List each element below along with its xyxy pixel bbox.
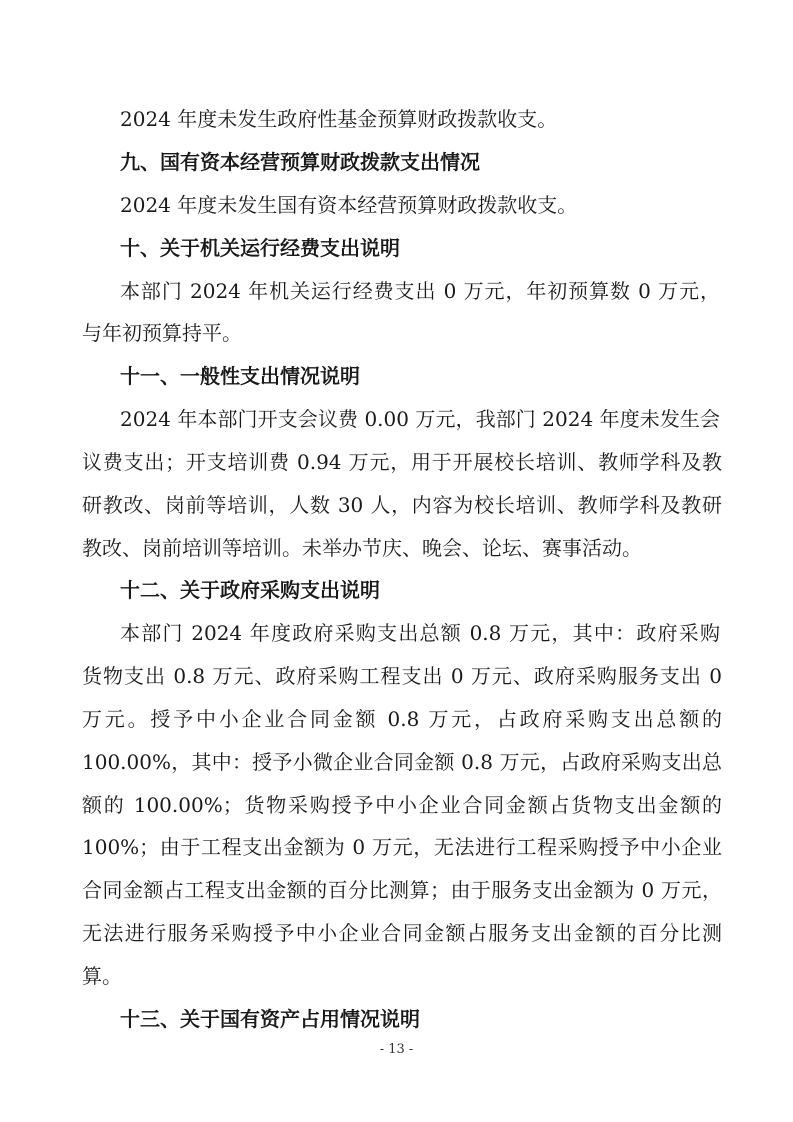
- section-heading-11: 十一、一般性支出情况说明: [120, 364, 360, 388]
- paragraph-line: 100%；由于工程支出金额为 0 万元，无法进行工程采购授予中小企业: [82, 835, 722, 859]
- paragraph-line: 无法进行服务采购授予中小企业合同金额占服务支出金额的百分比测: [82, 921, 722, 945]
- paragraph-line: 本部门 2024 年机关运行经费支出 0 万元，年初预算数 0 万元，: [120, 279, 720, 303]
- paragraph-line: 100.00%，其中：授予小微企业合同金额 0.8 万元，占政府采购支出总: [82, 750, 722, 774]
- paragraph-line: 本部门 2024 年度政府采购支出总额 0.8 万元，其中：政府采购: [120, 621, 720, 645]
- section-heading-10: 十、关于机关运行经费支出说明: [120, 236, 400, 260]
- paragraph-line: 2024 年度未发生国有资本经营预算财政拨款收支。: [120, 193, 578, 217]
- paragraph-line: 合同金额占工程支出金额的百分比测算；由于服务支出金额为 0 万元，: [82, 878, 722, 902]
- paragraph-line: 2024 年本部门开支会议费 0.00 万元，我部门 2024 年度未发生会: [120, 407, 720, 431]
- paragraph-line: 2024 年度未发生政府性基金预算财政拨款收支。: [120, 107, 558, 131]
- section-heading-13: 十三、关于国有资产占用情况说明: [120, 1007, 420, 1031]
- paragraph-line: 研教改、岗前等培训，人数 30 人，内容为校长培训、教师学科及教研: [82, 493, 722, 517]
- paragraph-line: 货物支出 0.8 万元、政府采购工程支出 0 万元、政府采购服务支出 0: [82, 664, 722, 688]
- paragraph-line: 议费支出；开支培训费 0.94 万元，用于开展校长培训、教师学科及教: [82, 450, 722, 474]
- section-heading-9: 九、国有资本经营预算财政拨款支出情况: [120, 150, 480, 174]
- page-number: - 13 -: [379, 1042, 414, 1057]
- paragraph-line: 万元。授予中小企业合同金额 0.8 万元，占政府采购支出总额的: [82, 707, 722, 731]
- paragraph-line: 额的 100.00%；货物采购授予中小企业合同金额占货物支出金额的: [82, 793, 722, 817]
- paragraph-line: 教改、岗前培训等培训。未举办节庆、晚会、论坛、赛事活动。: [82, 536, 642, 560]
- paragraph-line: 与年初预算持平。: [82, 321, 242, 345]
- paragraph-line: 算。: [82, 964, 122, 988]
- section-heading-12: 十二、关于政府采购支出说明: [120, 578, 380, 602]
